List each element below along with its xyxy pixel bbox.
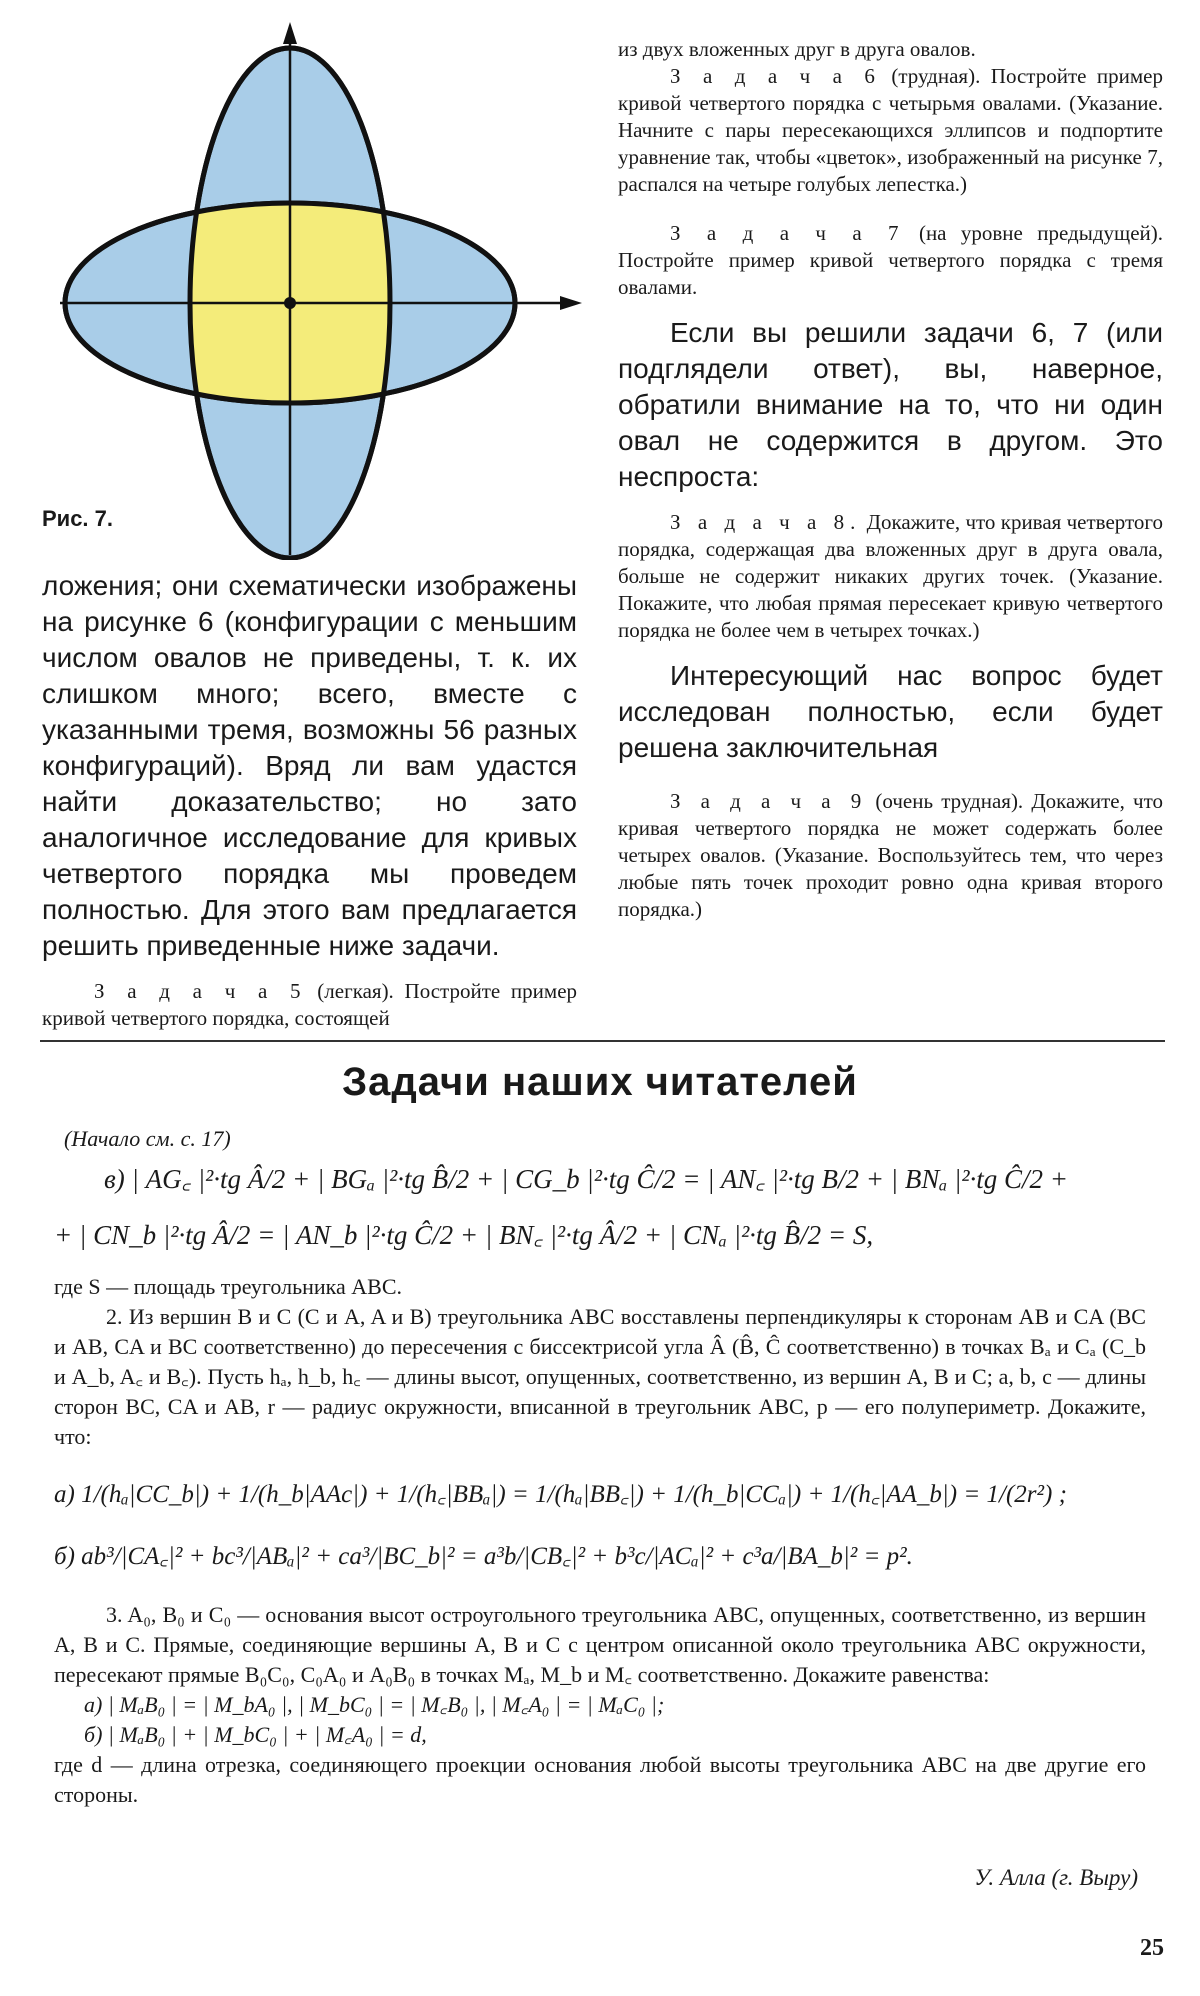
figure-caption: Рис. 7. (42, 506, 114, 531)
problem-9-label: З а д а ч а 9 (670, 789, 868, 813)
x-axis-arrow-icon (560, 296, 582, 310)
paragraph-question: Интересующий нас вопрос будет исследован полностью, если будет решена заключительная (618, 660, 1163, 763)
problem-3-a: а) | MₐB₀ | = | M_bA₀ |, | M_bC₀ | = | M꜀B₀ |, | M꜀A₀ | = | MₐC₀ |; (84, 1692, 665, 1717)
text-continuation: из двух вложенных друг в друга овалов. (618, 37, 976, 61)
problem-3: 3. A₀, B₀ и C₀ — основания высот остроугольного треугольника ABC, опущенных, соответственно, из вершин A, B и C. Прямые, соединяющие вершины A, B и C с центром описанной около треугольника ABC окружности, пересекают прямые B₀C₀, C₀A₀ и A₀B₀ в точках Mₐ, M_b и M꜀ соответственно. Докажите равенства: (54, 1602, 1146, 1687)
distance-definition: где d — длина отрезка, соединяющего проекции основания любой высоты треугольника ABC на две другие его стороны. (54, 1752, 1146, 1807)
problem-7 (618, 220, 1163, 301)
formula-b: б) ab³/|CA꜀|² + bc³/|ABₐ|² + ca³/|BC_b|² = a³b/|CB꜀|² + b³c/|ACₐ|² + c³a/|BA_b|² = p². (54, 1543, 913, 1570)
paragraph-configurations: ложения; они схематически изображены на рисунке 6 (конфигурации с меньшим числом овалов не приведены, т. к. их слишком много; всего, вместе с указанными тремя, возможны 56 разных конфигураций). Вряд ли вам удастся найти доказательство; но зато аналогичное исследование для кривых четвертого порядка мы проведем полностью. Для этого вам предлагается решить приведенные ниже задачи. (42, 570, 577, 961)
problem-5 (42, 978, 577, 1032)
continued-note: (Начало см. с. 17) (64, 1126, 231, 1151)
origin-point (284, 297, 296, 309)
formula-a: а) 1/(hₐ|CC_b|) + 1/(h_b|AAc|) + 1/(h꜀|BBₐ|) = 1/(hₐ|BB꜀|) + 1/(h_b|CCₐ|) + 1/(h꜀|AA_b|) = 1/(2r²) ; (54, 1481, 1067, 1508)
y-axis-arrow-icon (283, 22, 297, 44)
section-title: Задачи наших читателей (342, 1060, 858, 1104)
problem-6-text: (трудная). Постройте пример кривой четвертого порядка с четырьмя овалами. (Указание. Начните с пары пересекающихся эллипсов и подпортите уравнение так, чтобы «цветок», изображенный на рисунке 7, распался на четыре голубых лепестка.) (618, 64, 1163, 196)
formula-v-line-1: в) | AG꜀ |²·tg Â/2 + | BGₐ |²·tg B̂/2 + | CG_b |²·tg Ĉ/2 = | AN꜀ |²·tg B/2 + | BNₐ |²·tg Ĉ/2 + (104, 1164, 1069, 1194)
problem-9-text: (очень трудная). Докажите, что кривая четвертого порядка не может содержать более четырех овалов. (Указание. Воспользуйтесь тем, что через любые пять точек проходит ровно одна кривая второго порядка.) (618, 789, 1163, 921)
problem-5-label: З а д а ч а 5 (94, 979, 307, 1003)
problem-8 (618, 509, 1163, 644)
problem-5-text: (легкая). Постройте пример кривой четвертого порядка, состоящей (42, 979, 578, 1030)
problem-3-b: б) | MₐB₀ | + | M_bC₀ | + | M꜀A₀ | = d, (84, 1722, 427, 1747)
problem-7-label: З а д а ч а 7 (670, 221, 905, 245)
problem-8-label: З а д а ч а 8. (670, 510, 862, 534)
problem-2: 2. Из вершин B и C (C и A, A и B) треугольника ABC восставлены перпендикуляры к сторонам AB и CA (BC и AB, CA и BC соответственно) до пересечения с биссектрисой угла Â (B̂, Ĉ соответственно) в точках Bₐ и Cₐ (C_b и A_b, A꜀ и B꜀). Пусть hₐ, h_b, h꜀ — длины высот, опущенных, соответственно, из вершин A, B и C; a, b, c — длины сторон BC, CA и AB, r — радиус окружности, вписанной в треугольник ABC, p — его полупериметр. Докажите, что: (54, 1304, 1146, 1449)
right-column (618, 36, 1163, 923)
area-definition: где S — площадь треугольника ABC. (54, 1274, 403, 1299)
problem-7-text: (на уровне предыдущей). Постройте пример кривой четвертого порядка с тремя овалами. (618, 221, 1163, 299)
section-divider (40, 1040, 1165, 1042)
problem-6-label: З а д а ч а 6 (670, 64, 881, 88)
paragraph-ovals: Если вы решили задачи 6, 7 (или подглядели ответ), вы, наверное, обратили внимание на то, что ни один овал не содержится в другом. Это неспроста: (618, 317, 1163, 492)
formula-v-line-2: + | CN_b |²·tg Â/2 = | AN_b |²·tg Ĉ/2 + | BN꜀ |²·tg Â/2 + | CNₐ |²·tg B̂/2 = S, (54, 1220, 874, 1250)
figure-7 (50, 20, 590, 560)
page-number: 25 (1140, 1935, 1164, 1961)
author-signature: У. Алла (г. Выру) (974, 1865, 1138, 1890)
readers-problems (54, 1162, 1146, 1810)
problem-8-text: Докажите, что кривая четвертого порядка, содержащая два вложенных друг в друга овала, больше не содержит никаких других точек. (Указание. Покажите, что любая прямая пересекает кривую четвертого порядка не более чем в четырех точках.) (618, 510, 1163, 642)
left-column (42, 568, 577, 1032)
problem-9 (618, 788, 1163, 923)
problem-6 (618, 63, 1163, 198)
